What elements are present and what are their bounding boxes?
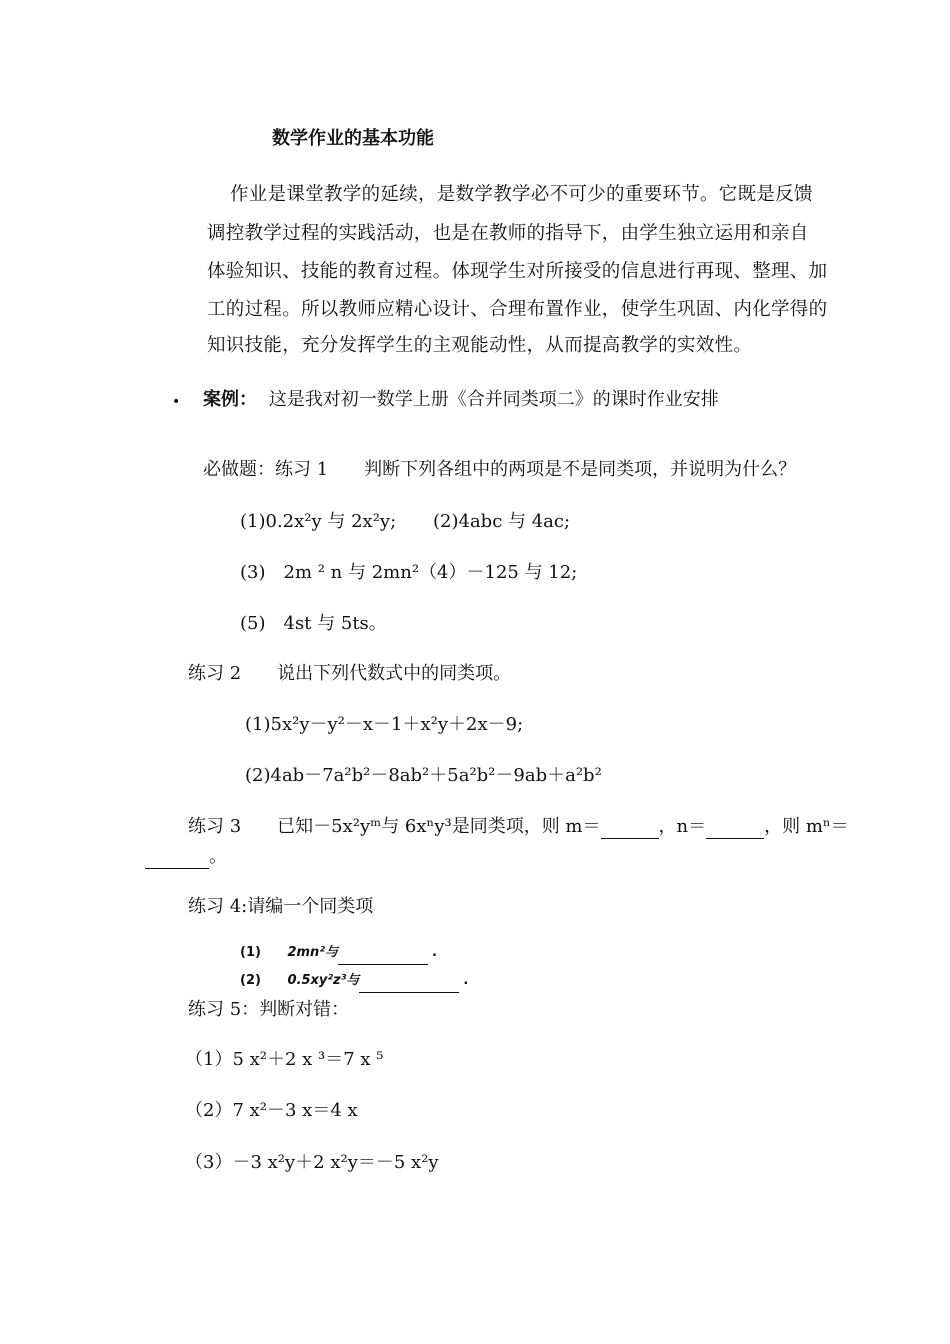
exercise-3-line2	[145, 845, 227, 869]
exercise-1-item: (3) 2m ² n 与 2mn²（4）－125 与 12;	[240, 562, 578, 583]
case-label: 案例：	[203, 389, 257, 410]
answer-blank[interactable]	[338, 951, 428, 965]
item-expression: 0.5xy²z³与	[287, 973, 360, 988]
exercise-3-heading: 练习 3 已知－5x²yᵐ与 6xⁿy³是同类项，则 m＝	[188, 816, 601, 837]
exercise-3-line	[188, 815, 849, 839]
exercise-1-item: (1)0.2x²y 与 2x²y;	[240, 511, 397, 532]
intro-line: 知识技能，充分发挥学生的主观能动性，从而提高教学的实效性。	[207, 335, 753, 356]
exercise-1-item: (5) 4st 与 5ts。	[240, 613, 387, 634]
item-period: .	[432, 945, 437, 960]
exercise-3-text: ，n＝	[658, 816, 707, 837]
exercise-3-tail: 。	[209, 846, 227, 867]
exercise-2-item: (1)5x²y－y²－x－1＋x²y＋2x－9;	[245, 714, 524, 735]
exercise-4-heading: 练习 4:请编一个同类项	[188, 896, 374, 917]
exercise-2-item: (2)4ab－7a²b²－8ab²＋5a²b²－9ab＋a²b²	[245, 765, 602, 786]
answer-blank-m[interactable]	[601, 820, 659, 839]
exercise-5-item: （3）－3 x²y＋2 x²y＝－5 x²y	[185, 1152, 439, 1173]
exercise-1-heading: 必做题：练习 1 判断下列各组中的两项是不是同类项，并说明为什么？	[203, 459, 797, 480]
exercise-5-item: （1）5 x²＋2 x ³＝7 x ⁵	[185, 1049, 384, 1070]
exercise-5-item: （2）7 x²－3 x＝4 x	[185, 1100, 358, 1121]
answer-blank-mn[interactable]	[145, 850, 209, 869]
page-title: 数学作业的基本功能	[272, 128, 434, 149]
answer-blank[interactable]	[359, 979, 459, 993]
exercise-5-heading: 练习 5：判断对错：	[188, 999, 350, 1020]
intro-line: 作业是课堂教学的延续，是数学教学必不可少的重要环节。它既是反馈	[230, 184, 813, 205]
exercise-4-item	[240, 941, 437, 965]
answer-blank-n[interactable]	[706, 820, 764, 839]
intro-line: 工的过程。所以教师应精心设计、合理布置作业，使学生巩固、内化学得的	[207, 299, 828, 320]
intro-line: 调控教学过程的实践活动，也是在教师的指导下，由学生独立运用和亲自	[207, 223, 809, 244]
exercise-3-text: ，则 mⁿ＝	[764, 816, 849, 837]
case-text: 这是我对初一数学上册《合并同类项二》的课时作业安排	[268, 389, 719, 410]
item-period: .	[463, 973, 469, 988]
intro-line: 体验知识、技能的教育过程。体现学生对所接受的信息进行再现、整理、加	[207, 261, 828, 282]
item-number: (1)	[240, 945, 261, 960]
exercise-1-item: (2)4abc 与 4ac;	[433, 511, 571, 532]
item-number: (2)	[240, 973, 261, 988]
exercise-4-item	[240, 969, 468, 993]
item-expression: 2mn²与	[287, 945, 339, 960]
case-line	[203, 388, 719, 412]
bullet-icon: •	[172, 394, 181, 410]
exercise-2-heading: 练习 2 说出下列代数式中的同类项。	[188, 663, 512, 684]
